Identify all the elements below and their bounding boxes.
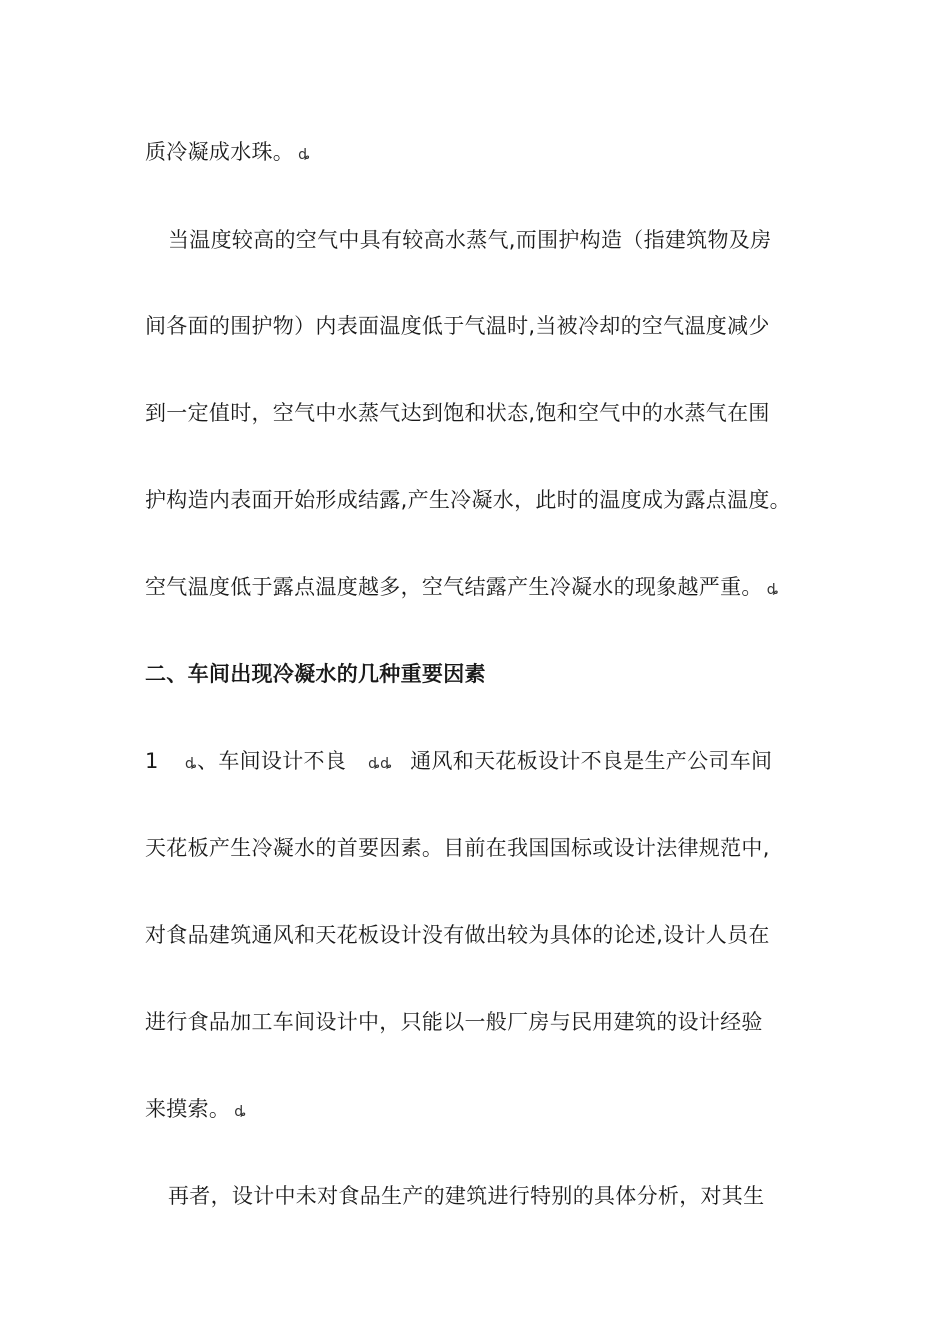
paragraph-mark-icon: ȡ	[298, 147, 311, 163]
list-number: 1	[145, 749, 159, 773]
text-line-11: 进行食品加工车间设计中，只能以一般厂房与民用建筑的设计经验	[145, 1010, 763, 1034]
text-line-13: 再者，设计中未对食品生产的建筑进行特别的具体分析，对其生	[168, 1184, 765, 1208]
text-line-5: 护构造内表面开始形成结露,产生冷凝水，此时的温度成为露点温度。	[145, 488, 791, 512]
section-heading: 二、车间出现冷凝水的几种重要因素	[145, 662, 486, 686]
paragraph-mark-icon: ȡ	[185, 756, 198, 772]
text-line-4: 到一定值时，空气中水蒸气达到饱和状态,饱和空气中的水蒸气在围	[145, 401, 770, 425]
paragraph-mark-icon: ȡȡ	[368, 756, 393, 772]
text-line-1: 质冷凝成水珠。 ȡ	[145, 140, 311, 164]
text-line-3: 间各面的围护物）内表面温度低于气温时,当被冷却的空气温度减少	[145, 314, 770, 338]
paragraph-mark-icon: ȡ	[234, 1104, 247, 1120]
list-item-1: 1 ȡ、车间设计不良 ȡȡ 通风和天花板设计不良是生产公司车间	[145, 749, 773, 773]
list-item-title: 、车间设计不良	[197, 749, 347, 773]
text-line-12: 来摸索。 ȡ	[145, 1097, 247, 1121]
paragraph-mark-icon: ȡ	[766, 582, 779, 598]
text-line-2: 当温度较高的空气中具有较高水蒸气,而围护构造（指建筑物及房	[168, 228, 772, 252]
text-line-10: 对食品建筑通风和天花板设计没有做出较为具体的论述,设计人员在	[145, 923, 770, 947]
text-line-9: 天花板产生冷凝水的首要因素。目前在我国国标或设计法律规范中,	[145, 836, 770, 860]
text-line-6: 空气温度低于露点温度越多，空气结露产生冷凝水的现象越严重。 ȡ	[145, 575, 779, 599]
